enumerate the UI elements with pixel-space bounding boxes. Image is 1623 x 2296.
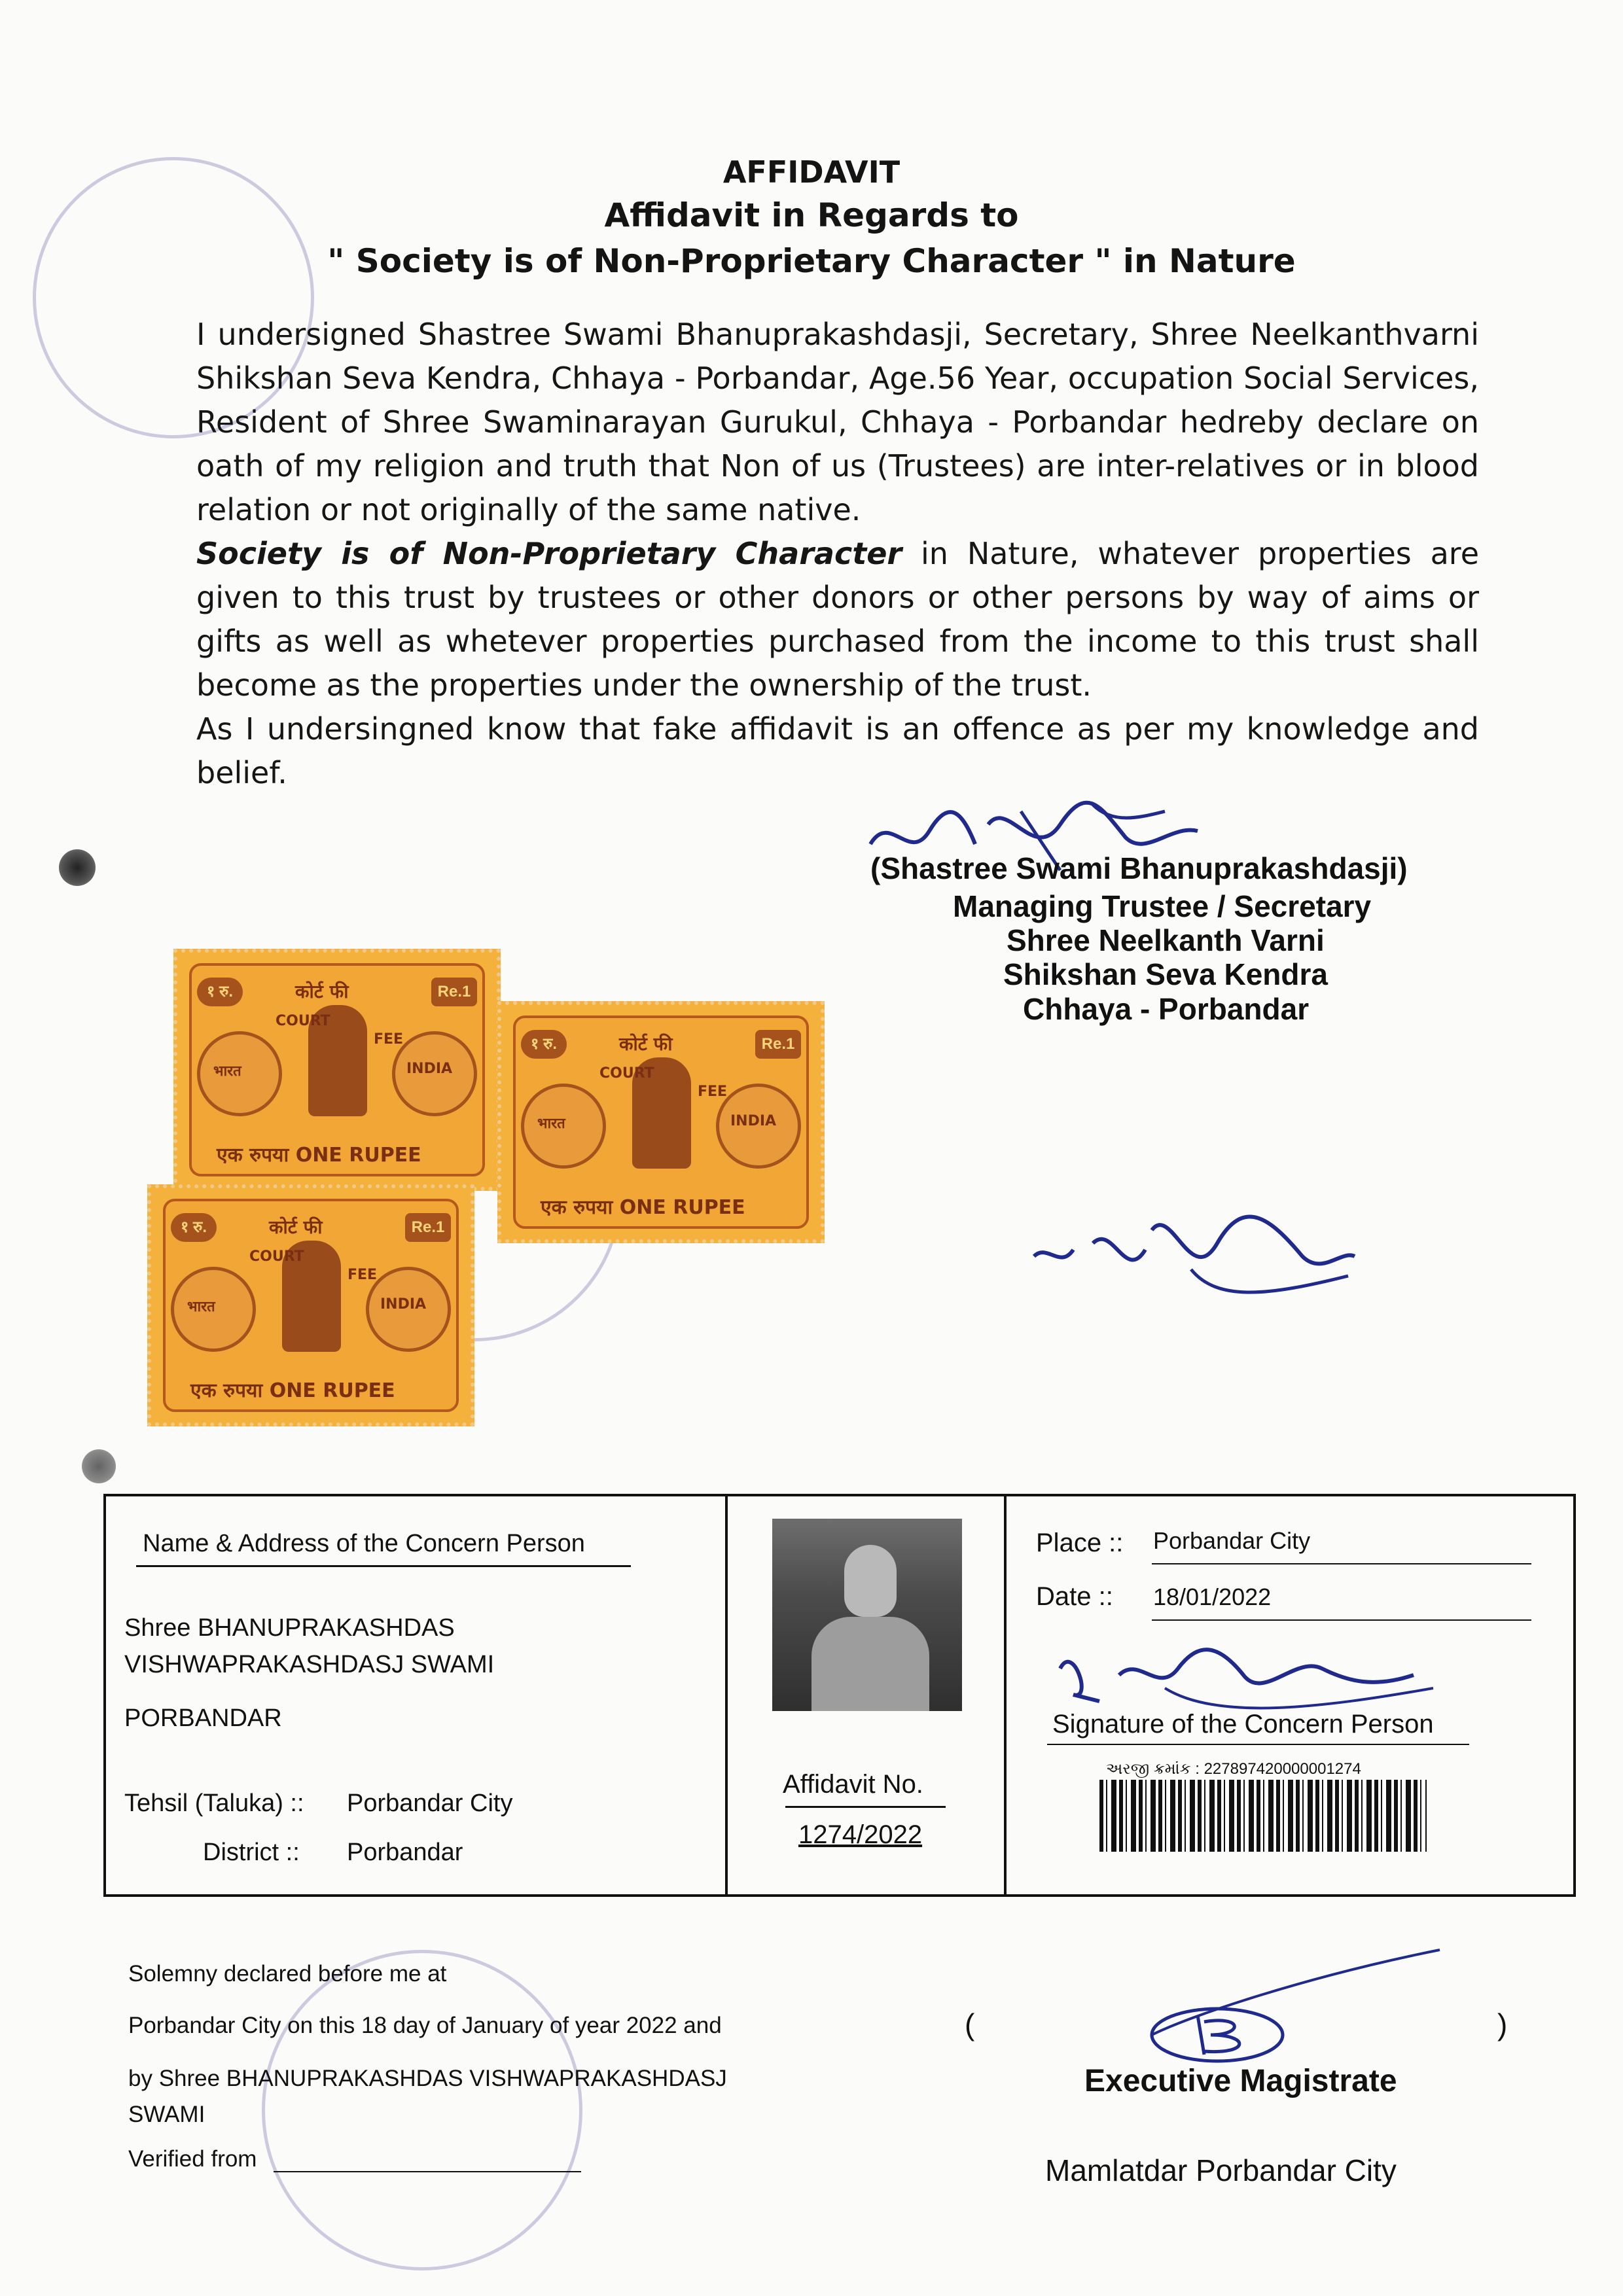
- stamp-3-re1: Re.1: [405, 1213, 451, 1242]
- signature-label: Signature of the Concern Person: [1052, 1710, 1434, 1739]
- date-label: Date ::: [1036, 1582, 1113, 1611]
- district-label: District ::: [203, 1839, 300, 1866]
- document-title: AFFIDAVIT: [722, 154, 901, 190]
- society-rest: in Nature, whatever properties are given to this trust by trustees or other donors or other persons by way of aims or gifts as well as whetever properties purchased from the income to this trust shall become as the properties under the ownership of the trust.: [196, 536, 1479, 703]
- stamp-2-re1: Re.1: [755, 1030, 801, 1059]
- stamp-3-hindi-court: कोर्ट फी: [269, 1216, 323, 1238]
- date-underline: [1152, 1619, 1531, 1621]
- tehsil-value: Porbandar City: [347, 1790, 513, 1817]
- stamp-2-india: INDIA: [730, 1113, 777, 1129]
- stamp-3-fee: FEE: [348, 1267, 378, 1283]
- signatory-name: (Shastree Swami Bhanuprakashdasji): [870, 851, 1408, 885]
- stamp-1-court: COURT: [276, 1013, 330, 1029]
- barcode-icon: [1099, 1780, 1427, 1852]
- footer-line3: by Shree BHANUPRAKASHDAS VISHWAPRAKASHDASJ: [128, 2066, 727, 2091]
- place-value: Porbandar City: [1153, 1527, 1311, 1554]
- tehsil-label: Tehsil (Taluka) ::: [124, 1790, 304, 1817]
- place-label: Place ::: [1036, 1528, 1124, 1557]
- stamp-2-badge-left: १ रु.: [521, 1030, 567, 1059]
- person-photo: [772, 1519, 962, 1711]
- stamp-3-india: INDIA: [380, 1296, 427, 1313]
- magistrate-office: Mamlatdar Porbandar City: [1045, 2153, 1397, 2187]
- court-fee-stamp-3: [147, 1184, 474, 1426]
- court-fee-stamp-1: [173, 949, 501, 1191]
- magistrate-title: Executive Magistrate: [1084, 2064, 1397, 2098]
- handwritten-signature-icon: [1021, 1191, 1361, 1315]
- stamp-1-india: INDIA: [406, 1061, 453, 1077]
- stamp-2-one-rupee: एक रुपया ONE RUPEE: [541, 1196, 745, 1219]
- faint-seal-bottom: [262, 1950, 582, 2270]
- stamp-2-bharat: भारत: [537, 1116, 565, 1132]
- stamp-1-hindi-court: कोर्ट फी: [295, 981, 349, 1002]
- stamp-3-court: COURT: [249, 1248, 304, 1265]
- stamp-1-badge-left: १ रु.: [197, 978, 243, 1006]
- stamp-1-one-rupee: एक रुपया ONE RUPEE: [217, 1144, 421, 1167]
- stamp-1-re1: Re.1: [431, 978, 477, 1006]
- footer-line2: Porbandar City on this 18 day of January of year 2022 and: [128, 2013, 722, 2038]
- paragraph-society: [196, 532, 1479, 707]
- signatory-org-line3: Chhaya - Porbandar: [1023, 992, 1310, 1026]
- signatory-org-line2: Shikshan Seva Kendra: [1003, 957, 1328, 991]
- table-heading: Name & Address of the Concern Person: [143, 1530, 585, 1557]
- punch-hole-top: [59, 849, 96, 886]
- document-subtitle: Affidavit in Regards to: [604, 196, 1019, 234]
- stamp-3-one-rupee: एक रुपया ONE RUPEE: [190, 1379, 395, 1402]
- footer-line4: SWAMI: [128, 2102, 205, 2127]
- punch-hole-bottom: [82, 1449, 116, 1483]
- stamp-1-bharat: भारत: [213, 1063, 241, 1080]
- society-emphasis: Society is of Non-Proprietary Character: [196, 536, 902, 571]
- stamp-2-fee: FEE: [698, 1084, 728, 1100]
- paren-open: (: [965, 2007, 975, 2041]
- heading-underline: [136, 1565, 631, 1567]
- paragraph-belief: As I undersingned know that fake affidavit is an offence as per my knowledge and belief.: [196, 711, 1479, 790]
- date-value: 18/01/2022: [1153, 1583, 1272, 1610]
- affidavit-label: Affidavit No.: [783, 1770, 923, 1799]
- signatory-role: Managing Trustee / Secretary: [953, 889, 1372, 923]
- stamp-2-court: COURT: [599, 1065, 654, 1082]
- magistrate-signature-icon: [1113, 1937, 1453, 2068]
- place-underline: [1152, 1563, 1531, 1564]
- person-city: PORBANDAR: [124, 1704, 282, 1732]
- person-name-line2: VISHWAPRAKASHDASJ SWAMI: [124, 1651, 495, 1678]
- footer-line1: Solemny declared before me at: [128, 1961, 447, 1987]
- signature-underline: [1047, 1744, 1469, 1745]
- document-subject: " Society is of Non-Proprietary Character " in Nature: [327, 242, 1296, 280]
- stamp-2-hindi-court: कोर्ट फी: [619, 1033, 673, 1055]
- verified-label: Verified from: [128, 2146, 257, 2172]
- person-name-line1: Shree BHANUPRAKASHDAS: [124, 1614, 455, 1642]
- affidavit-body: [196, 313, 1479, 795]
- handwritten-signature-icon: [1047, 1629, 1440, 1714]
- paren-close: ): [1497, 2007, 1508, 2041]
- paragraph-declaration: I undersigned Shastree Swami Bhanuprakashdasji, Secretary, Shree Neelkanthvarni Shikshan Seva Kendra, Chhaya - Porbandar, Age.56 Year, occupation Social Services, Resident of Shree Swaminarayan Gurukul, Chhaya - Porbandar hedreby declare on oath of my religion and truth that Non of us (Trustees) are inter-relatives or in blood relation or not originally of the same native.: [196, 317, 1479, 527]
- verified-underline: [274, 2171, 581, 2172]
- court-fee-stamp-2: [497, 1001, 825, 1243]
- stamp-1-fee: FEE: [374, 1031, 404, 1048]
- barcode-label: અરજી ક્રમાંક : 227897420000001274: [1106, 1760, 1361, 1778]
- stamp-3-bharat: भारत: [187, 1299, 215, 1315]
- district-value: Porbandar: [347, 1839, 463, 1866]
- stamp-3-badge-left: १ रु.: [171, 1213, 217, 1242]
- signatory-org-line1: Shree Neelkanth Varni: [1007, 923, 1325, 957]
- affidavit-divider: [785, 1806, 946, 1808]
- affidavit-number: 1274/2022: [798, 1820, 923, 1849]
